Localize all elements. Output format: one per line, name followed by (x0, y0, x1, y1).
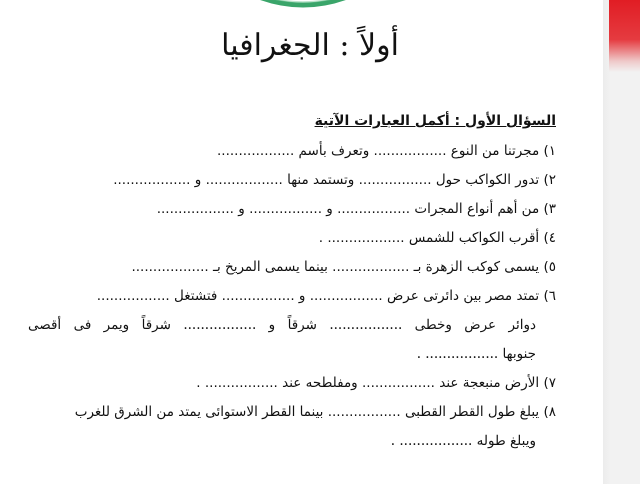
question-line-4: ٤) أقرب الكواكب للشمس .................. . (318, 230, 556, 246)
question-line-8-continued: ويبلغ طوله ................. . (390, 433, 536, 449)
question-line-1: ١) مجرتنا من النوع ................. وتعرف بأسم .................. (217, 143, 556, 159)
question-line-5: ٥) يسمى كوكب الزهرة بـ .................. بينما يسمى المريخ بـ .................. (131, 259, 556, 275)
question-line-6: ٦) تمتد مصر بين دائرتى عرض ................. و ................. فتشتغل ................. (96, 288, 556, 304)
question-line-8: ٨) يبلغ طول القطر القطبى ................. بينما القطر الاستوائى يمتد من الشرق للغرب (74, 404, 556, 420)
worksheet-content (28, 112, 556, 460)
question-title: السؤال الأول : أكمل العبارات الآتية (314, 113, 556, 129)
red-edge-bar (603, 0, 640, 484)
question-line-2: ٢) تدور الكواكب حول ................. وتستمد منها .................. و .................. (113, 172, 556, 188)
question-line-6-end: جنوبها ................. . (416, 346, 536, 362)
question-line-6-continued: دوائر عرض وخطى ................. شرقاً و ................. شرقاً ويمر فى أقصى (28, 317, 536, 333)
decorative-arc (228, 0, 378, 22)
question-line-7: ٧) الأرض منبعجة عند ................. ومفلطحه عند ................. . (196, 375, 556, 391)
page-title: أولاً : الجغرافيا (221, 28, 399, 63)
question-line-3: ٣) من أهم أنواع المجرات ................. و ................. و .................. (156, 201, 556, 217)
